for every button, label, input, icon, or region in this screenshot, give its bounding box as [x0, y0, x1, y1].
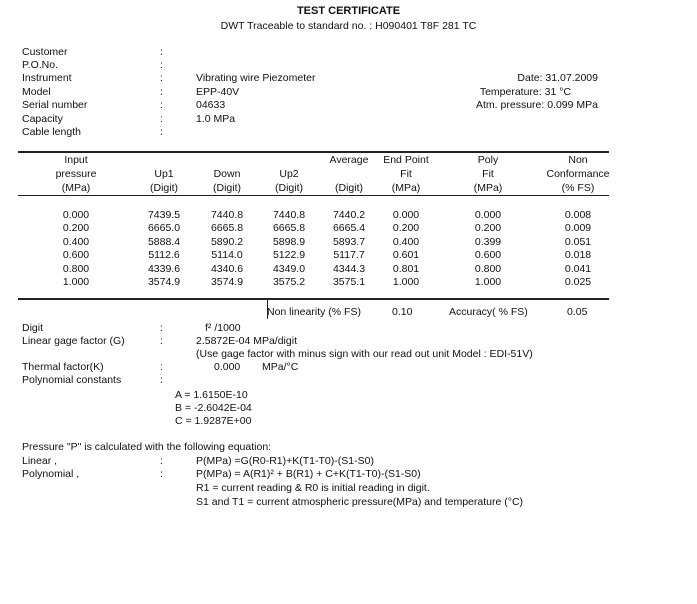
info-sep: :	[160, 99, 163, 111]
table-cell: 0.000	[474, 209, 502, 221]
col-header-line: Non	[568, 154, 588, 166]
table-cell: 4349.0	[272, 263, 306, 275]
factor-sep: :	[160, 335, 163, 347]
accuracy-label: Accuracy( % FS)	[449, 306, 528, 318]
table-cell: 1.000	[392, 276, 420, 288]
table-cell: 0.400	[62, 236, 90, 248]
table-cell: 0.000	[392, 209, 420, 221]
thermal-factor-label: Thermal factor(K)	[22, 361, 104, 373]
table-cell: 5122.9	[272, 249, 306, 261]
thermal-factor-unit: MPa/°C	[262, 361, 299, 373]
polynomial-label: Polynomial ,	[22, 468, 80, 480]
table-cell: 0.200	[392, 222, 420, 234]
table-cell: 3574.9	[147, 276, 181, 288]
info-value-model: EPP-40V	[196, 86, 240, 98]
nonlinearity-value: 0.10	[392, 306, 413, 318]
table-cell: 3575.2	[272, 276, 306, 288]
table-cell: 0.600	[474, 249, 502, 261]
table-cell: 0.800	[62, 263, 90, 275]
gage-factor-note: (Use gage factor with minus sign with our read out unit Model : EDI-51V)	[196, 348, 533, 360]
accuracy-value: 0.05	[567, 306, 588, 318]
info-value-capacity: 1.0 MPa	[196, 113, 236, 125]
info-sep: :	[160, 126, 163, 138]
test-temperature: Temperature: 31 °C	[479, 86, 571, 98]
col-header-line: (Digit)	[275, 182, 303, 194]
table-cell: 5117.7	[333, 249, 365, 261]
certificate-subtitle: DWT Traceable to standard no. : H090401 T8F 281 TC	[220, 20, 477, 32]
table-cell: 7440.2	[332, 209, 366, 221]
col-header-line: Fit	[400, 168, 412, 180]
col-header-line: pressure	[55, 168, 97, 180]
table-cell: 0.601	[392, 249, 420, 261]
col-header-line: (MPa)	[473, 182, 503, 194]
equation-intro: Pressure "P" is calculated with the following equation:	[22, 441, 272, 453]
info-label-po: P.O.No.	[22, 59, 58, 71]
table-cell: 6665.8	[210, 222, 244, 234]
table-cell: 5112.6	[148, 249, 180, 261]
table-cell: 5114.0	[211, 249, 243, 261]
certificate-title: TEST CERTIFICATE	[296, 5, 401, 17]
table-cell: 5888.4	[147, 236, 181, 248]
thermal-factor-value: 0.000	[214, 361, 241, 373]
table-cell: 5890.2	[210, 236, 244, 248]
equation-sep: :	[160, 468, 163, 480]
info-label-customer: Customer	[22, 46, 68, 58]
table-cell: 7440.8	[210, 209, 244, 221]
col-header-line: Fit	[482, 168, 494, 180]
table-cell: 0.051	[564, 236, 592, 248]
table-cell: 3574.9	[210, 276, 244, 288]
table-cell: 0.018	[564, 249, 592, 261]
table-cell: 6665.4	[332, 222, 366, 234]
table-cell: 6665.8	[272, 222, 306, 234]
table-cell: 1.000	[62, 276, 90, 288]
table-bottom-rule	[18, 298, 609, 300]
table-cell: 0.200	[62, 222, 90, 234]
table-cell: 4339.6	[147, 263, 181, 275]
factor-sep: :	[160, 361, 163, 373]
table-header-rule	[18, 195, 609, 196]
info-sep: :	[160, 59, 163, 71]
table-cell: 0.800	[474, 263, 502, 275]
info-sep: :	[160, 72, 163, 84]
info-value-serial: 04633	[196, 99, 226, 111]
info-label-instrument: Instrument	[22, 72, 72, 84]
equation-sep: :	[160, 455, 163, 467]
col-header-line: Conformance	[546, 168, 610, 180]
table-cell: 0.400	[392, 236, 420, 248]
table-cell: 5898.9	[272, 236, 306, 248]
info-value-instrument: Vibrating wire Piezometer	[196, 72, 316, 84]
table-cell: 0.801	[392, 263, 420, 275]
test-date: Date: 31.07.2009	[517, 72, 598, 84]
table-cell: 7439.5	[147, 209, 181, 221]
col-header-line: (Digit)	[150, 182, 178, 194]
info-sep: :	[160, 86, 163, 98]
table-cell: 0.600	[62, 249, 90, 261]
table-cell: 0.000	[62, 209, 90, 221]
constant-c: C = 1.9287E+00	[175, 415, 252, 427]
table-cell: 0.025	[564, 276, 592, 288]
table-cell: 5893.7	[332, 236, 366, 248]
col-header-line: (Digit)	[335, 182, 363, 194]
table-cell: 7440.8	[272, 209, 306, 221]
gage-factor-label: Linear gage factor (G)	[22, 335, 125, 347]
atm-pressure: Atm. pressure: 0.099 MPa	[476, 99, 598, 111]
table-cell: 0.200	[474, 222, 502, 234]
gage-factor-value: 2.5872E-04 MPa/digit	[196, 335, 297, 347]
col-header-line: (MPa)	[391, 182, 421, 194]
col-header-line: Up1	[154, 168, 174, 180]
digit-formula: f² /1000	[205, 322, 241, 334]
info-label-capacity: Capacity	[22, 113, 63, 125]
info-sep: :	[160, 113, 163, 125]
table-cell: 0.399	[474, 236, 502, 248]
constant-b: B = -2.6042E-04	[175, 402, 252, 414]
table-cell: 0.009	[564, 222, 592, 234]
col-header-line: (MPa)	[61, 182, 91, 194]
col-header-line: Poly	[477, 154, 499, 166]
table-top-rule	[18, 151, 609, 153]
col-header-line: End Point	[383, 154, 429, 166]
col-header-line: (Digit)	[213, 182, 241, 194]
polynomial-constants-label: Polynomial constants	[22, 374, 122, 386]
table-cell: 4340.6	[210, 263, 244, 275]
nonlinearity-label: Non linearity (% FS)	[267, 306, 361, 318]
col-header-line: Up2	[279, 168, 299, 180]
reading-note: R1 = current reading & R0 is initial reading in digit.	[196, 482, 430, 494]
factor-sep: :	[160, 374, 163, 386]
info-sep: :	[160, 46, 163, 58]
constant-a: A = 1.6150E-10	[175, 389, 248, 401]
info-label-model: Model	[22, 86, 51, 98]
col-header-line: Average	[329, 154, 369, 166]
table-cell: 0.041	[564, 263, 592, 275]
info-label-cable-length: Cable length	[22, 126, 81, 138]
table-cell: 4344.3	[332, 263, 366, 275]
polynomial-equation: P(MPa) = A(R1)² + B(R1) + C+K(T1-T0)-(S1-S0)	[196, 468, 421, 480]
linear-label: Linear ,	[22, 455, 58, 467]
table-cell: 1.000	[474, 276, 502, 288]
table-cell: 3575.1	[332, 276, 366, 288]
col-header-line: (% FS)	[561, 182, 595, 194]
digit-label: Digit	[22, 322, 44, 334]
col-header-line: Down	[213, 168, 241, 180]
col-header-line: Input	[64, 154, 88, 166]
linear-equation: P(MPa) =G(R0-R1)+K(T1-T0)-(S1-S0)	[196, 455, 374, 467]
table-cell: 0.008	[564, 209, 592, 221]
table-cell: 6665.0	[147, 222, 181, 234]
info-label-serial: Serial number	[22, 99, 88, 111]
factor-sep: :	[160, 322, 163, 334]
atmospheric-note: S1 and T1 = current atmospheric pressure(MPa) and temperature (°C)	[196, 496, 524, 508]
